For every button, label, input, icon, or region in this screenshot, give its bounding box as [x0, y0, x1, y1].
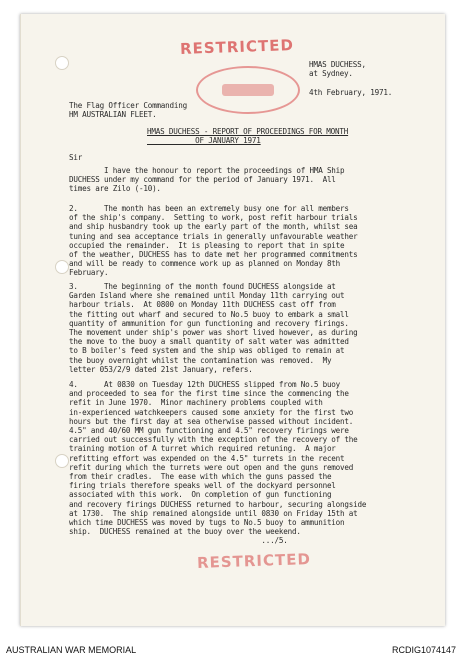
paragraph-2: 2. The month has been an extremely busy one for all members of the ship's company. Setting to work, post refit harbour trials and ship husbandry took up the early part of the month, whilst sea tuning and sea acceptance trials in generally unfavourable weather occupied the remainder. It is pleasing to report that in spite of the weather, DUCHESS has to date met her programmed commitments and will be ready to commence work up as planned on Monday 8th February. — [69, 204, 358, 278]
punch-hole — [55, 56, 69, 70]
archive-record-id: RCDIG1074147 — [391, 645, 456, 655]
paragraph-1: I have the honour to report the proceedings of HMA Ship DUCHESS under my command for the period of January 1971. All times are Zilo (-10). — [69, 166, 345, 194]
sender-address: HMAS DUCHESS, at Sydney. 4th February, 1971. — [309, 60, 393, 97]
received-date-stamp — [196, 66, 300, 114]
punch-hole — [55, 260, 69, 274]
report-subject: HMAS DUCHESS - REPORT OF PROCEEDINGS FOR MONTH OF JANUARY 1971 — [147, 127, 349, 146]
paragraph-4: 4. At 0830 on Tuesday 12th DUCHESS slipped from No.5 buoy and proceeded to sea for the first time since the commencing the refit in June 1970. Minor machinery problems coupled with in-experienced watchkeepers caused some anxiety for the first two hours but the first day at sea otherwise passed without incident. 4.5" and 40/60 MM gun functioning and 4.5" recovery firings were carried out successfully with the exception of the recovery of the training motion of A turret which required retuning. A major refitting effort was expended on the 4.5" turrets in the recent refit during which the turrets were out open and the guns removed from their cradles. The ease with which the guns passed the firing trials therefore speaks well of the dockyard personnel associated with this work. On completion of gun functioning and recovery firings DUCHESS returned to harbour, securing alongside at 1730. The ship remained alongside until 0830 on Friday 15th at which time DUCHESS was moved by tugs to No.5 buoy to ammunition ship. DUCHESS remained at the buoy over the weekend. .../5. — [69, 380, 367, 546]
archive-credit: AUSTRALIAN WAR MEMORIAL — [6, 645, 137, 655]
recipient-address: The Flag Officer Commanding HM AUSTRALIAN FLEET. — [69, 101, 188, 120]
restricted-stamp-top: RESTRICTED — [179, 36, 295, 58]
punch-hole — [55, 454, 69, 468]
restricted-stamp-bottom: RESTRICTED — [196, 550, 312, 572]
salutation: Sir — [69, 153, 83, 162]
paragraph-3: 3. The beginning of the month found DUCHESS alongside at Garden Island where she remained until Monday 11th carrying out harbour trials. At 0800 on Monday 11th DUCHESS cast off from the fitting out wharf and secured to No.5 buoy to embark a small quantity of ammunition for gun functioning and recovery firings. The movement under ship's power was short lived however, as during the move to the buoy a small quantity of salt water was admitted to B boiler's feed system and the ship was obliged to remain at the buoy overnight whilst the contamination was removed. My letter 053/2/9 dated 21st January, refers. — [69, 282, 358, 374]
